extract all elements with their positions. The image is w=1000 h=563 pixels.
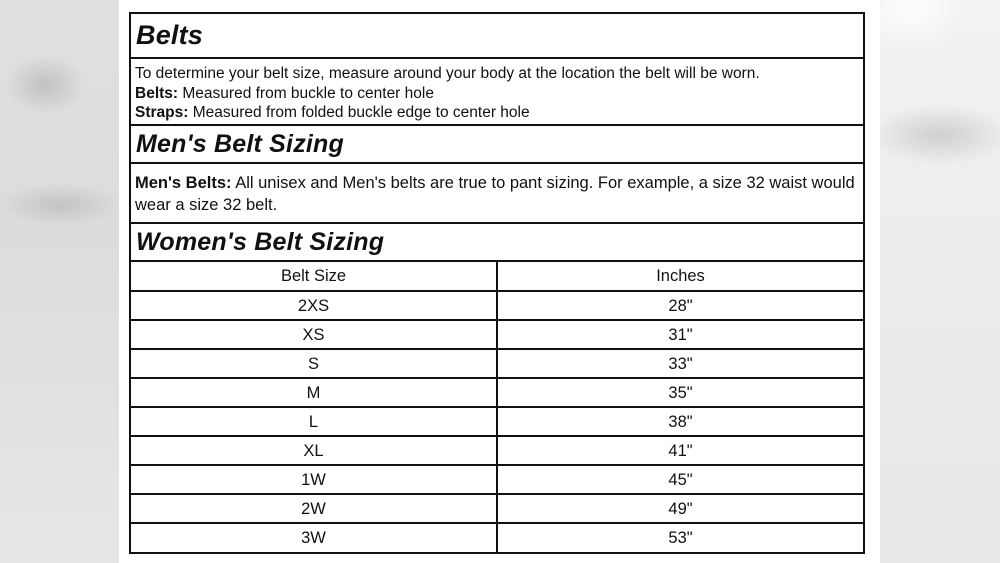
inches-cell: 41"	[497, 436, 863, 465]
straps-text: Measured from folded buckle edge to center hole	[188, 104, 530, 121]
table-row	[131, 378, 863, 407]
belts-title-section	[131, 14, 863, 59]
inches-cell: 38"	[497, 407, 863, 436]
blurred-backdrop-right	[880, 0, 1000, 563]
womens-heading: Women's Belt Sizing	[136, 228, 385, 256]
intro-text: To determine your belt size, measure around your body at the location the belt will be worn.	[135, 65, 760, 82]
page-title: Belts	[136, 20, 204, 50]
table-row	[131, 291, 863, 320]
mens-heading-section	[131, 126, 863, 164]
womens-size-table	[131, 262, 863, 552]
inches-cell: 45"	[497, 465, 863, 494]
straps-label: Straps:	[135, 104, 189, 121]
belt-size-cell: XS	[131, 320, 497, 349]
table-row	[131, 436, 863, 465]
mens-description-section	[131, 164, 863, 224]
belts-intro-section	[131, 59, 863, 126]
size-chart-page	[119, 0, 880, 563]
table-row	[131, 465, 863, 494]
table-row	[131, 494, 863, 523]
belt-size-cell: 3W	[131, 523, 497, 552]
belt-size-cell: 2W	[131, 494, 497, 523]
womens-heading-section	[131, 224, 863, 262]
inches-cell: 33"	[497, 349, 863, 378]
table-row	[131, 320, 863, 349]
belt-size-cell: L	[131, 407, 497, 436]
table-header-row	[131, 262, 863, 291]
belt-size-cell: S	[131, 349, 497, 378]
inches-cell: 31"	[497, 320, 863, 349]
table-row	[131, 523, 863, 552]
inches-cell: 49"	[497, 494, 863, 523]
mens-heading: Men's Belt Sizing	[136, 130, 344, 158]
inches-cell: 28"	[497, 291, 863, 320]
table-row	[131, 407, 863, 436]
belts-text: Measured from buckle to center hole	[178, 84, 434, 102]
belt-size-cell: XL	[131, 436, 497, 465]
belt-size-cell: M	[131, 378, 497, 407]
belts-measure-note	[135, 84, 858, 104]
mens-text: All unisex and Men's belts are true to pant sizing. For example, a size 32 waist would wear a size 32 belt.	[135, 174, 855, 214]
blurred-backdrop-left	[0, 0, 119, 563]
table-row	[131, 349, 863, 378]
inches-cell: 53"	[668, 529, 693, 547]
straps-measure-note	[135, 103, 858, 123]
mens-label: Men's Belts:	[135, 174, 232, 192]
belts-label: Belts:	[135, 84, 179, 102]
belt-size-chart	[129, 12, 865, 554]
inches-cell: 35"	[497, 378, 863, 407]
belt-size-cell: 1W	[131, 465, 497, 494]
belt-size-cell: 2XS	[131, 291, 497, 320]
column-header-belt-size: Belt Size	[131, 262, 497, 291]
column-header-inches: Inches	[497, 262, 863, 291]
